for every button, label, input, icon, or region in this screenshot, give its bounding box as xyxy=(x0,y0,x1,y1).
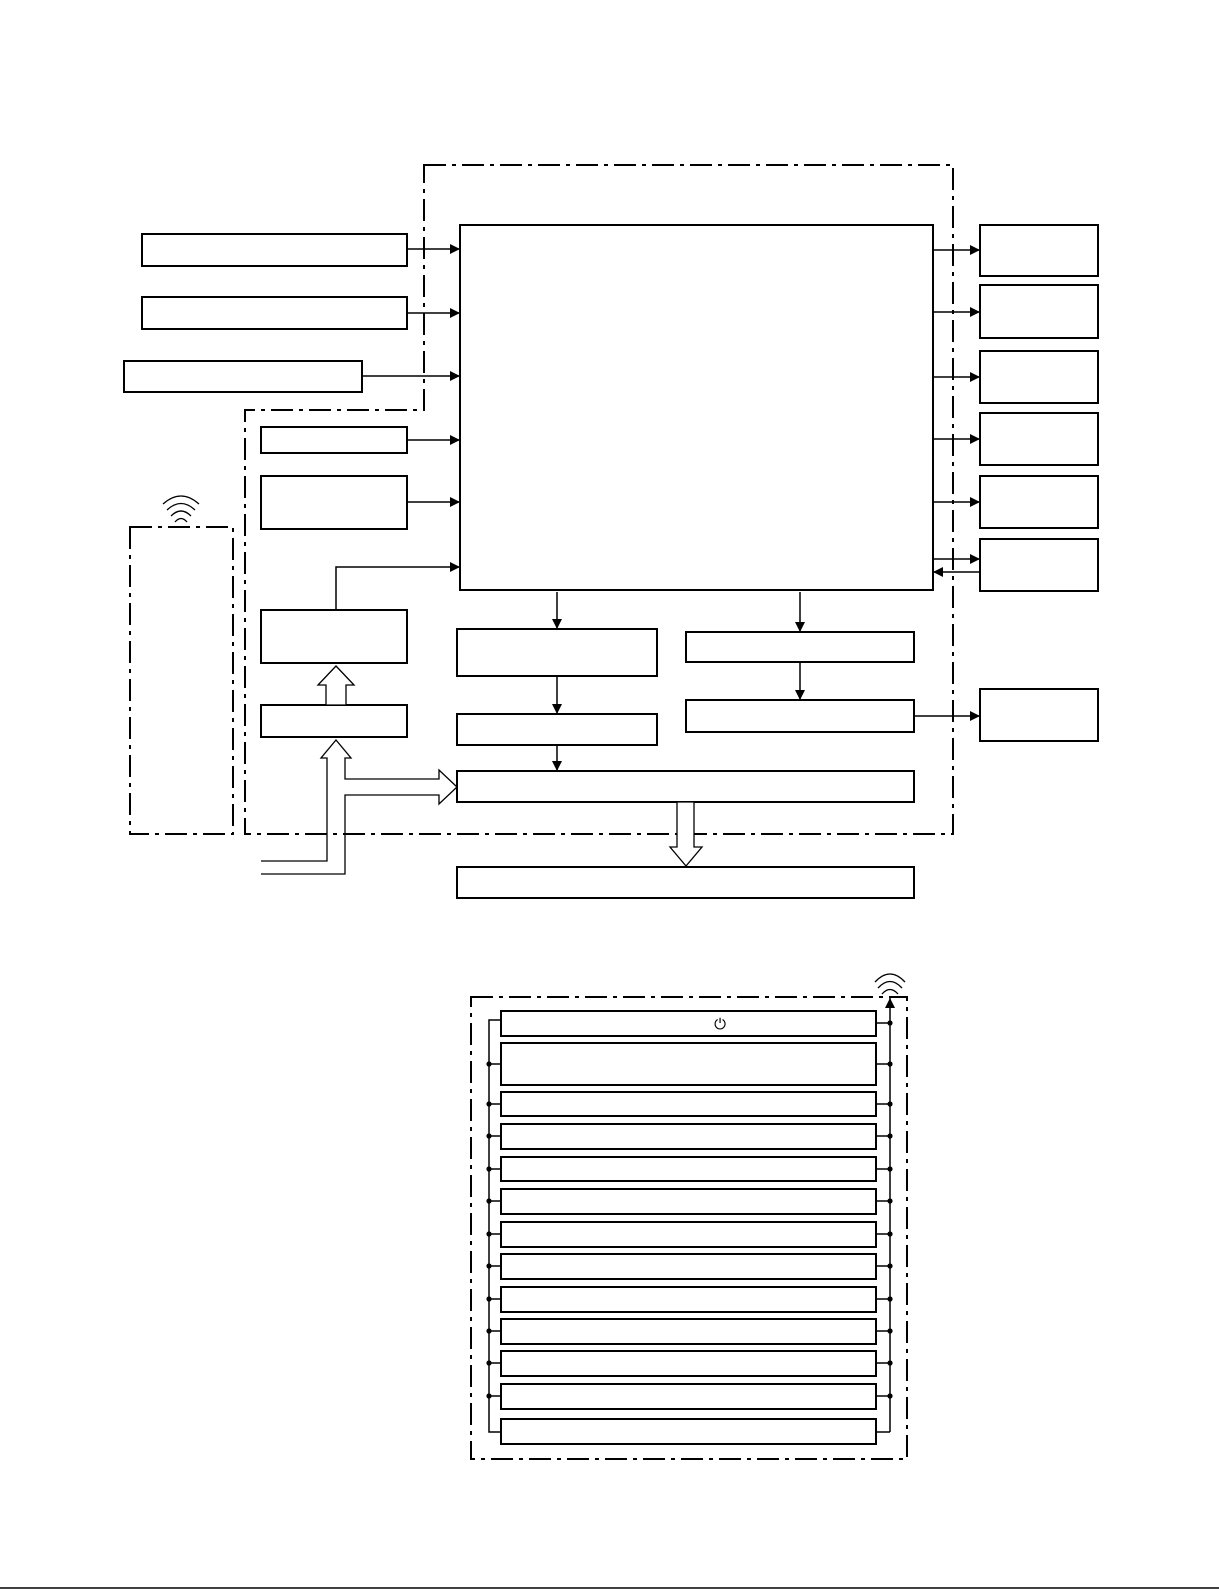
remote-unit-boundary xyxy=(130,527,233,834)
output-block-3 xyxy=(980,351,1098,403)
remote-key-row xyxy=(501,1011,876,1036)
input-block-2 xyxy=(142,297,407,329)
remote-key-row xyxy=(501,1254,876,1279)
output-block-7 xyxy=(980,689,1098,741)
process-block-left-2 xyxy=(457,714,657,745)
input-block-5 xyxy=(261,476,407,529)
main-controller-block xyxy=(460,225,933,590)
hollow-arrow-up xyxy=(318,666,354,705)
remote-key-row xyxy=(501,1419,876,1444)
output-block-5 xyxy=(980,476,1098,528)
sensor-block xyxy=(261,705,407,737)
wireless-signal-icon-remote xyxy=(875,974,905,994)
output-block-6 xyxy=(980,539,1098,591)
remote-key-row xyxy=(501,1124,876,1149)
remote-key-rows xyxy=(501,1011,876,1444)
input-block-4 xyxy=(261,427,407,453)
remote-key-row xyxy=(501,1222,876,1247)
remote-key-row xyxy=(501,1287,876,1312)
bus-block xyxy=(457,771,914,802)
remote-left-bus xyxy=(489,1020,501,1432)
output-bus-block xyxy=(457,867,914,898)
output-block-2 xyxy=(980,285,1098,338)
remote-key-row xyxy=(501,1157,876,1181)
process-block-right-2 xyxy=(686,700,914,732)
process-block-right-1 xyxy=(686,632,914,662)
process-block-left-1 xyxy=(457,629,657,676)
input-feed-lines xyxy=(261,740,457,874)
remote-key-row xyxy=(501,1319,876,1344)
remote-key-row xyxy=(501,1351,876,1376)
output-block-1 xyxy=(980,225,1098,276)
input-block-1 xyxy=(142,234,407,266)
input-block-3 xyxy=(124,361,362,392)
remote-key-row xyxy=(501,1043,876,1085)
power-icon: ⏻ xyxy=(714,1015,726,1033)
output-block-4 xyxy=(980,413,1098,465)
remote-key-row xyxy=(501,1092,876,1116)
receiver-block xyxy=(261,610,407,663)
remote-key-row xyxy=(501,1384,876,1409)
remote-key-row xyxy=(501,1189,876,1214)
wireless-signal-icon xyxy=(163,496,199,522)
